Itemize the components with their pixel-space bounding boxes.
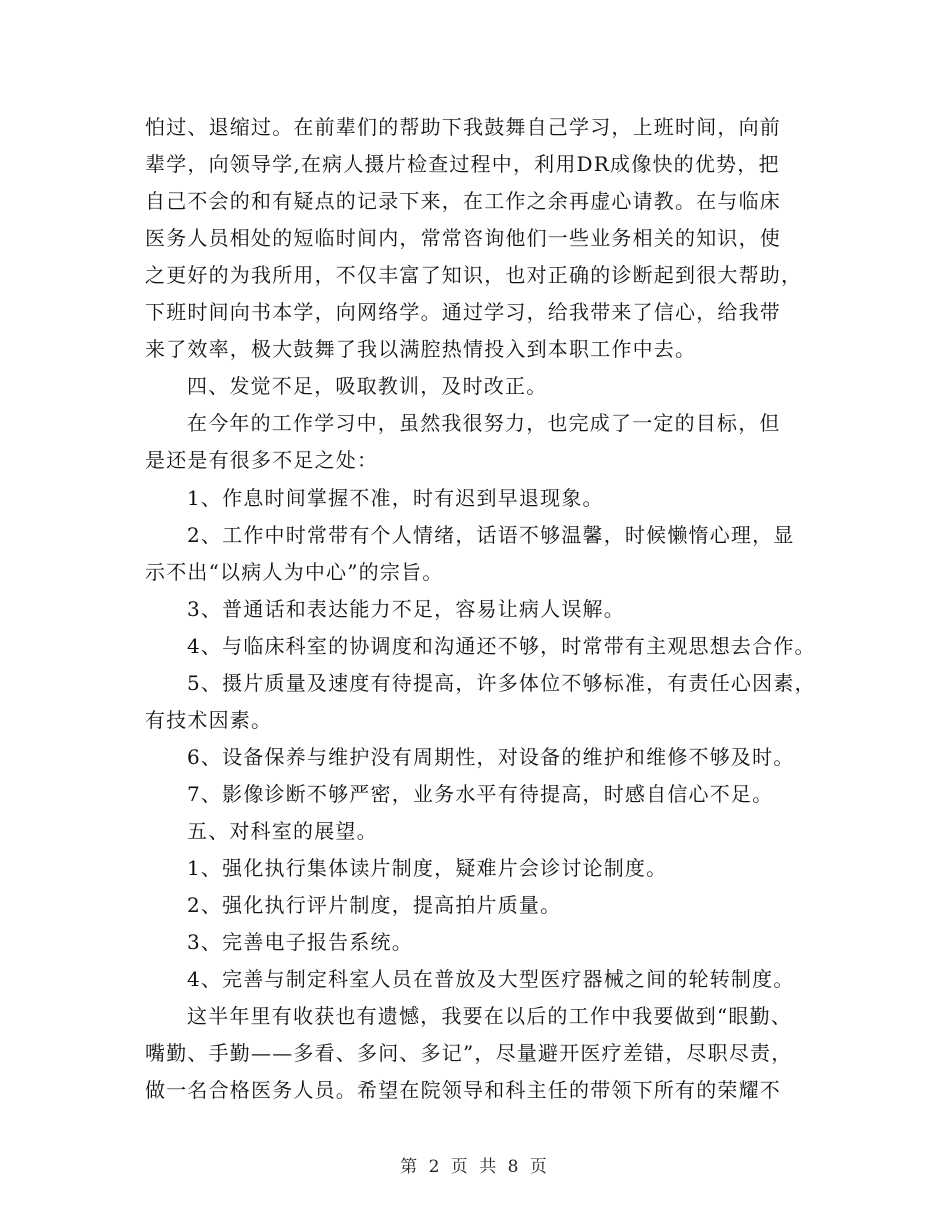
list-item: 2、工作中时常带有个人情绪，话语不够温馨，时候懒惰心理，显 xyxy=(187,523,795,547)
text-line: 医务人员相处的短临时间内，常常咨询他们一些业务相关的知识，使 xyxy=(145,226,781,250)
section-heading: 五、对科室的展望。 xyxy=(187,819,378,843)
list-item: 1、强化执行集体读片制度，疑难片会诊讨论制度。 xyxy=(187,856,668,880)
list-item: 5、摄片质量及速度有待提高，许多体位不够标准，有责任心因素， xyxy=(187,671,816,695)
text-line: 有技术因素。 xyxy=(145,708,273,732)
text-line: 示不出“以病人为中心”的宗旨。 xyxy=(145,560,444,584)
text-line: 之更好的为我所用，不仅丰富了知识，也对正确的诊断起到很大帮助， xyxy=(145,263,803,287)
list-item: 4、完善与制定科室人员在普放及大型医疗器械之间的轮转制度。 xyxy=(187,967,795,991)
text-line: 这半年里有收获也有遗憾，我要在以后的工作中我要做到“眼勤、 xyxy=(187,1004,793,1028)
text-line: 辈学，向领导学,在病人摄片检查过程中，利用DR成像快的优势，把 xyxy=(145,152,780,176)
section-heading: 四、发觉不足，吸取教训，及时改正。 xyxy=(187,374,548,398)
list-item: 1、作息时间掌握不准，时有迟到早退现象。 xyxy=(187,486,604,510)
text-line: 在今年的工作学习中，虽然我很努力，也完成了一定的目标，但 xyxy=(187,411,781,435)
list-item: 6、设备保养与维护没有周期性，对设备的维护和维修不够及时。 xyxy=(187,745,795,769)
text-line: 来了效率，极大鼓舞了我以满腔热情投入到本职工作中去。 xyxy=(145,337,697,361)
text-line: 怕过、退缩过。在前辈们的帮助下我鼓舞自己学习，上班时间，向前 xyxy=(145,115,781,139)
list-item: 7、影像诊断不够严密，业务水平有待提高，时感自信心不足。 xyxy=(187,782,774,806)
text-line: 下班时间向书本学，向网络学。通过学习，给我带来了信心，给我带 xyxy=(145,300,781,324)
text-line: 做一名合格医务人员。希望在院领导和科主任的带领下所有的荣耀不 xyxy=(145,1078,781,1102)
list-item: 3、完善电子报告系统。 xyxy=(187,930,413,954)
list-item: 2、强化执行评片制度，提高拍片质量。 xyxy=(187,893,562,917)
text-line: 嘴勤、手勤——多看、多问、多记”，尽量避开医疗差错，尽职尽责， xyxy=(145,1041,793,1065)
text-line: 自己不会的和有疑点的记录下来，在工作之余再虚心请教。在与临床 xyxy=(145,189,781,213)
text-line: 是还是有很多不足之处： xyxy=(145,448,379,472)
page-footer: 第 2 页 共 8 页 xyxy=(400,1157,550,1177)
list-item: 4、与临床科室的协调度和沟通还不够，时常带有主观思想去合作。 xyxy=(187,634,816,658)
list-item: 3、普通话和表达能力不足，容易让病人误解。 xyxy=(187,597,625,621)
